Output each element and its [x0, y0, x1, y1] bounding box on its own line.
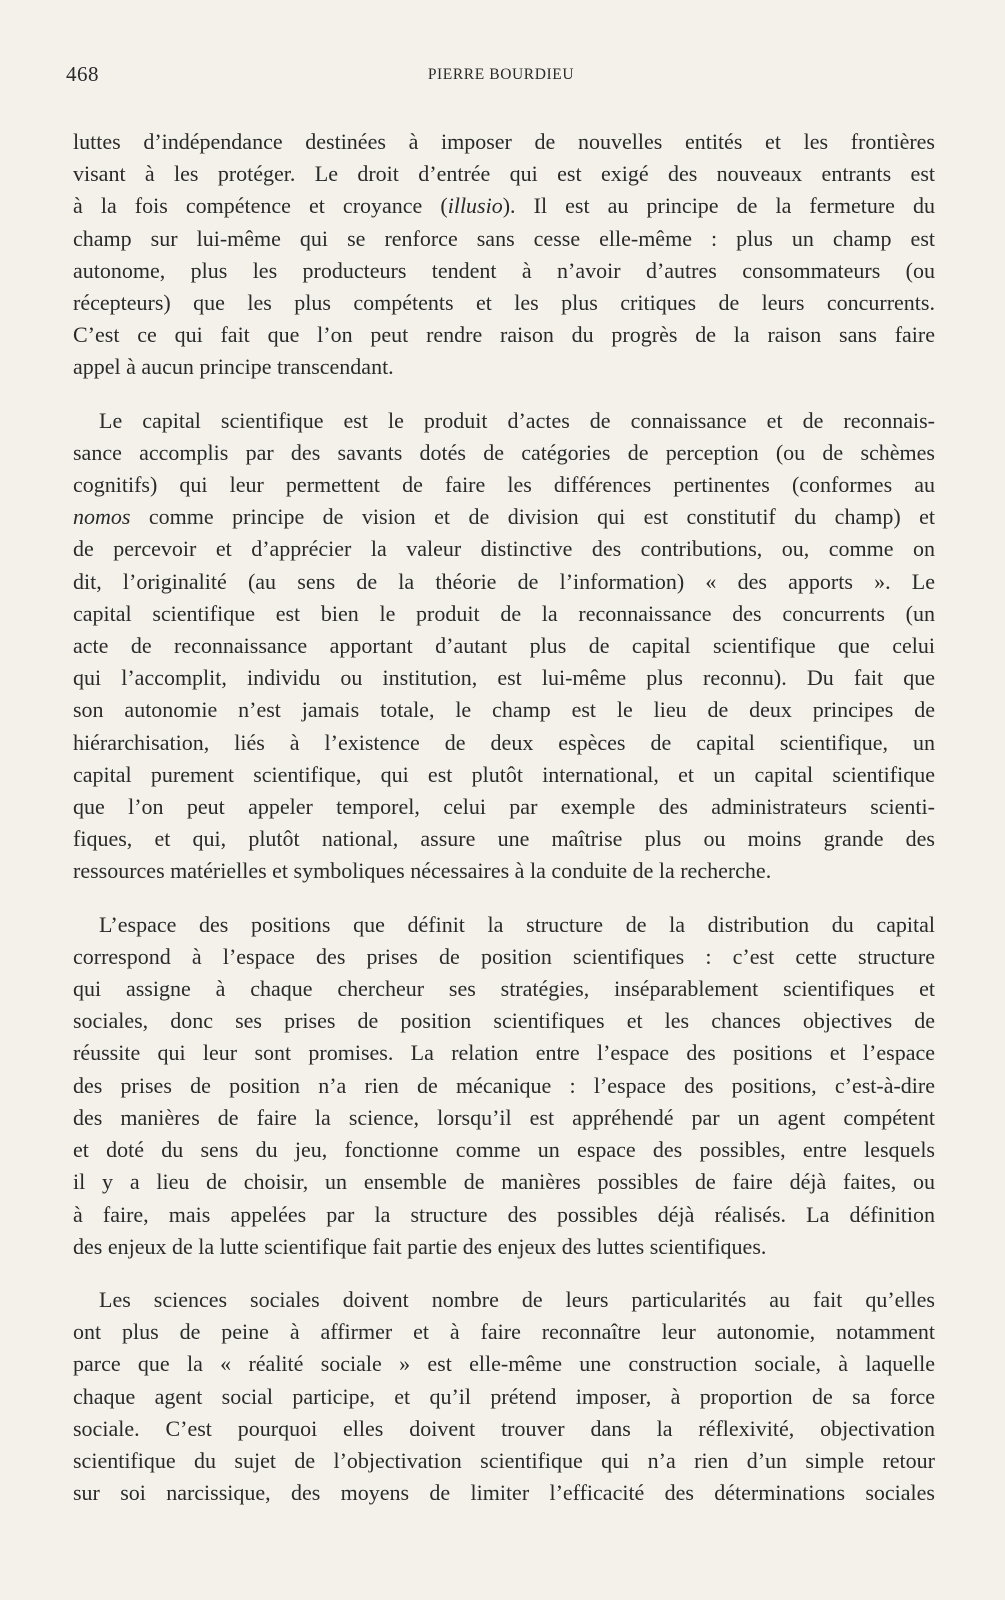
paragraph-1	[73, 126, 935, 384]
text-line: correspond à l’espace des prises de position scientifiques : c’est cette structure	[73, 943, 935, 969]
paragraph-2	[73, 405, 935, 888]
text-line: fiques, et qui, plutôt national, assure une maîtrise plus ou moins grande des	[73, 826, 935, 852]
text-line: chaque agent social participe, et qu’il prétend imposer, à proportion de sa force	[73, 1383, 935, 1409]
text-line: que l’on peut appeler temporel, celui par exemple des administrateurs scienti-	[73, 794, 935, 820]
text-line: capital purement scientifique, qui est plutôt international, et un capital scientifique	[73, 761, 935, 787]
text-line: sociales, donc ses prises de position scientifiques et les chances objectives de	[73, 1008, 935, 1034]
text-line: champ sur lui-même qui se renforce sans cesse elle-même : plus un champ est	[73, 225, 935, 251]
text-line: hiérarchisation, liés à l’existence de deux espèces de capital scientifique, un	[73, 729, 935, 755]
text-line: à faire, mais appelées par la structure des possibles déjà réalisés. La définition	[73, 1201, 935, 1227]
text-line: dit, l’originalité (au sens de la théorie de l’information) « des apports ». Le	[73, 568, 935, 594]
text-line: des enjeux de la lutte scientifique fait partie des enjeux des luttes scientifiques.	[73, 1233, 767, 1259]
text-line: il y a lieu de choisir, un ensemble de manières possibles de faire déjà faites, ou	[73, 1169, 935, 1195]
running-head: PIERRE BOURDIEU	[427, 66, 575, 83]
text-line: C’est ce qui fait que l’on peut rendre raison du progrès de la raison sans faire	[73, 322, 935, 348]
body-text	[73, 126, 935, 1509]
text-line: acte de reconnaissance apportant d’autant plus de capital scientifique que celui	[73, 633, 935, 659]
text-line: des manières de faire la science, lorsqu’il est appréhendé par un agent compétent	[73, 1104, 935, 1130]
text-line: appel à aucun principe transcendant.	[73, 354, 394, 380]
text-line: qui assigne à chaque chercheur ses stratégies, inséparablement scientifiques et	[73, 976, 935, 1002]
text-line: L’espace des positions que définit la structure de la distribution du capital	[99, 911, 935, 937]
text-line: nomos comme principe de vision et de division qui est constitutif du champ) et	[73, 504, 935, 530]
text-line: de percevoir et d’apprécier la valeur distinctive des contributions, ou, comme on	[73, 536, 935, 562]
text-line: visant à les protéger. Le droit d’entrée qui est exigé des nouveaux entrants est	[73, 161, 935, 187]
page-number: 468	[66, 62, 99, 86]
text-line: sur soi narcissique, des moyens de limiter l’efficacité des déterminations sociales	[73, 1480, 935, 1506]
text-line: luttes d’indépendance destinées à imposer de nouvelles entités et les frontières	[73, 129, 935, 154]
text-line: cognitifs) qui leur permettent de faire les différences pertinentes (conformes au	[73, 472, 935, 498]
text-line: sociale. C’est pourquoi elles doivent trouver dans la réflexivité, objectivation	[73, 1415, 935, 1441]
text-line: parce que la « réalité sociale » est elle-même une construction sociale, à laquelle	[73, 1351, 935, 1377]
text-line: Le capital scientifique est le produit d’actes de connaissance et de reconnais-	[99, 407, 935, 433]
text-line: ont plus de peine à affirmer et à faire reconnaître leur autonomie, notamment	[73, 1319, 935, 1345]
text-line: capital scientifique est bien le produit de la reconnaissance des concurrents (un	[73, 600, 935, 626]
text-line: son autonomie n’est jamais totale, le champ est le lieu de deux principes de	[73, 697, 935, 723]
text-line: récepteurs) que les plus compétents et les plus critiques de leurs concurrents.	[73, 290, 935, 316]
paragraph-4	[73, 1284, 935, 1509]
text-line: des prises de position n’a rien de mécanique : l’espace des positions, c’est-à-dire	[73, 1072, 935, 1098]
text-line: autonome, plus les producteurs tendent à n’avoir d’autres consommateurs (ou	[73, 257, 935, 283]
paragraph-3	[73, 909, 935, 1263]
text-line: réussite qui leur sont promises. La relation entre l’espace des positions et l’espace	[73, 1040, 935, 1066]
text-line: à la fois compétence et croyance (illusio). Il est au principe de la fermeture du	[73, 193, 936, 219]
text-line: sance accomplis par des savants dotés de catégories de perception (ou de schèmes	[73, 439, 935, 465]
page-header	[66, 62, 936, 92]
italic-term: nomos	[73, 504, 131, 530]
text-line: Les sciences sociales doivent nombre de leurs particularités au fait qu’elles	[99, 1286, 935, 1312]
text-line: ressources matérielles et symboliques nécessaires à la conduite de la recherche.	[73, 858, 772, 884]
text-line: et doté du sens du jeu, fonctionne comme un espace des possibles, entre lesquels	[73, 1137, 935, 1163]
text-line: qui l’accomplit, individu ou institution, est lui-même plus reconnu). Du fait que	[73, 665, 935, 691]
italic-term: illusio	[447, 193, 503, 219]
text-line: scientifique du sujet de l’objectivation scientifique qui n’a rien d’un simple retour	[73, 1447, 935, 1473]
